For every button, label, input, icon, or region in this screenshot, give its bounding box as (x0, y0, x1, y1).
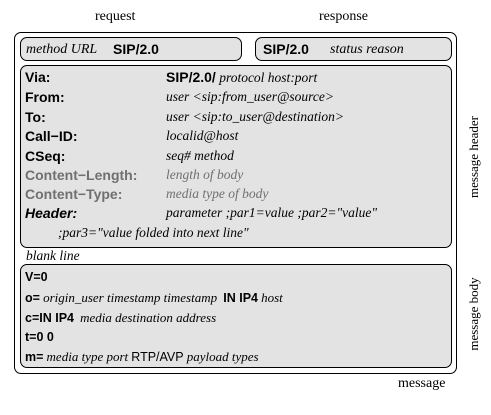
header-name: Call−ID: (25, 128, 78, 144)
body-key: o= (25, 291, 40, 305)
header-name: From: (25, 89, 65, 105)
body-key: m= (25, 350, 44, 364)
header-value: seq# method (166, 148, 234, 163)
body-line-m (25, 349, 259, 365)
message-header-label: message header (466, 116, 481, 198)
body-line-c (25, 310, 216, 326)
body-value: payload types (186, 349, 259, 364)
body-value: origin_user timestamp timestamp (43, 290, 218, 305)
request-label: request (95, 9, 136, 24)
body-line-t: t=0 0 (25, 330, 54, 344)
body-keyword: RTP/AVP (131, 350, 184, 364)
header-value: media type of body (166, 186, 269, 201)
status-line-box (255, 37, 452, 61)
header-value (166, 69, 317, 86)
header-value: parameter ;par1=value ;par2="value" (166, 205, 378, 220)
body-keyword: IN IP4 (223, 291, 258, 305)
via-protocol: protocol host:port (215, 70, 318, 85)
blank-line-label: blank line (26, 248, 80, 263)
header-value: localid@host (166, 128, 239, 143)
status-sip-version: SIP/2.0 (263, 41, 309, 57)
message-label: message (398, 376, 446, 391)
body-line-o (25, 290, 283, 306)
body-value: media type port (46, 349, 129, 364)
header-name: CSeq: (25, 148, 66, 164)
header-continuation: ;par3="value folded into next line" (58, 225, 249, 240)
header-name: Via: (25, 69, 51, 85)
message-body-label: message body (466, 277, 481, 351)
request-line-box (20, 37, 242, 61)
via-sip-version: SIP/2.0/ (166, 69, 216, 85)
header-value: user <sip:to_user@destination> (166, 109, 345, 124)
header-name: To: (25, 109, 46, 125)
header-name: Content−Length: (25, 167, 138, 183)
header-value: length of body (166, 167, 244, 182)
header-name: Header: (25, 205, 78, 221)
body-value: media destination address (80, 310, 217, 325)
request-sip-version: SIP/2.0 (113, 41, 159, 57)
request-method-url: method URL (26, 42, 98, 57)
header-value: user <sip:from_user@source> (166, 89, 335, 104)
response-label: response (319, 9, 368, 24)
body-key: c=IN IP4 (25, 311, 74, 325)
body-value: host (261, 290, 283, 305)
header-name: Content−Type: (25, 186, 123, 202)
status-reason: status reason (330, 42, 404, 57)
body-line-v: V=0 (25, 270, 48, 284)
